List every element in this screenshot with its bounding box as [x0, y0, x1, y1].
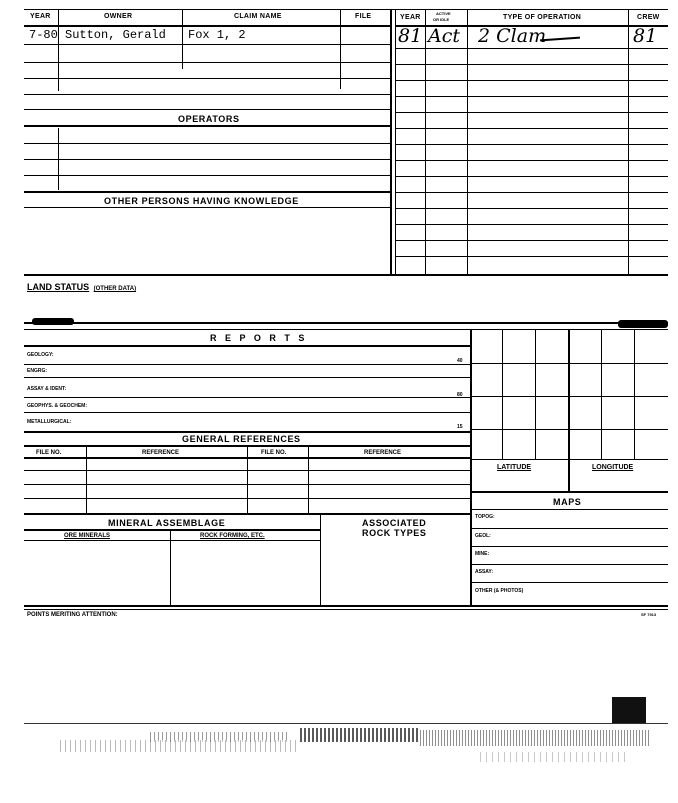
- report-number: 15: [457, 424, 463, 430]
- entry-op-crew: 81: [633, 25, 658, 47]
- ref-col-file-no-2: FILE NO.: [261, 450, 287, 456]
- general-references-heading: GENERAL REFERENCES: [182, 434, 301, 444]
- map-mine: MINE:: [475, 551, 490, 557]
- latitude-label: LATITUDE: [497, 464, 532, 471]
- report-engrg: ENGRG:: [27, 368, 47, 374]
- report-geophys: GEOPHYS. & GEOCHEM:: [27, 403, 88, 409]
- map-other: OTHER (& PHOTOS): [475, 588, 524, 594]
- points-meriting-attention: POINTS MERITING ATTENTION:: [27, 612, 118, 618]
- form-code: SF 7913: [641, 612, 657, 617]
- col-claim-name: CLAIM NAME: [234, 13, 282, 20]
- map-topog: TOPOG:: [475, 514, 495, 520]
- rock-forming-label: ROCK FORMING, ETC.: [200, 533, 265, 539]
- entry-op-status: Act: [428, 25, 460, 47]
- ore-minerals-label: ORE MINERALS: [64, 533, 111, 539]
- ref-col-reference-2: REFERENCE: [364, 450, 402, 456]
- mineral-assemblage-heading: MINERAL ASSEMBLAGE: [108, 518, 226, 528]
- map-geol: GEOL:: [475, 533, 491, 539]
- report-metallurgical: METALLURGICAL:: [27, 419, 72, 425]
- ref-col-reference: REFERENCE: [142, 450, 180, 456]
- land-status-heading: LAND STATUS (OTHER DATA): [27, 282, 137, 292]
- reports-heading: R E P O R T S: [210, 333, 308, 343]
- col-year-2: YEAR: [400, 14, 421, 21]
- ink-smudge: [618, 320, 668, 328]
- map-assay: ASSAY:: [475, 569, 494, 575]
- col-active-2: OR IDLE: [433, 17, 450, 22]
- operators-heading: OPERATORS: [178, 114, 240, 124]
- col-owner: OWNER: [104, 13, 133, 20]
- entry-year-owner: 7-80 Sutton, Gerald: [29, 28, 166, 42]
- col-crew: CREW: [637, 14, 660, 21]
- longitude-label: LONGITUDE: [592, 464, 634, 471]
- maps-heading: MAPS: [553, 497, 582, 507]
- associated-rock-types-2: ROCK TYPES: [362, 528, 427, 538]
- entry-op-type: 2 Clam: [478, 25, 547, 47]
- associated-rock-types-1: ASSOCIATED: [362, 518, 427, 528]
- entry-op-year: 81: [398, 25, 423, 47]
- report-number: 80: [457, 392, 463, 398]
- col-file: FILE: [355, 13, 372, 20]
- col-active-1: ACTIVE: [436, 11, 451, 16]
- col-type-operation: TYPE OF OPERATION: [503, 14, 582, 21]
- other-persons-heading: OTHER PERSONS HAVING KNOWLEDGE: [104, 196, 299, 206]
- col-year: YEAR: [30, 13, 51, 20]
- entry-claim-name: Fox 1, 2: [188, 28, 246, 42]
- report-assay: ASSAY & IDENT:: [27, 386, 67, 392]
- report-number: 40: [457, 358, 463, 364]
- report-geology: GEOLOGY:: [27, 352, 54, 358]
- ink-smudge: [32, 318, 74, 325]
- ref-col-file-no: FILE NO.: [36, 450, 62, 456]
